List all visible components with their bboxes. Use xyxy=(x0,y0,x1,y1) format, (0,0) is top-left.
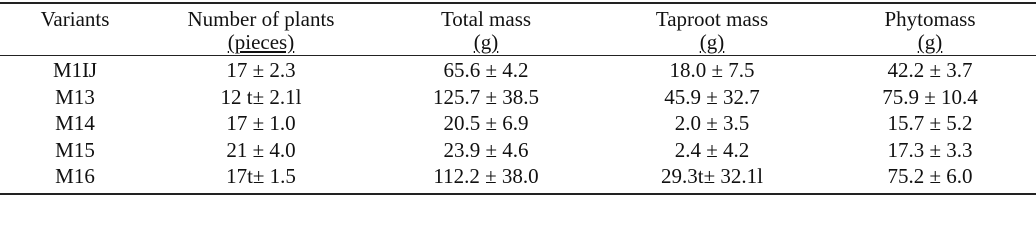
cell-phytomass: 75.2 ± 6.0 xyxy=(824,163,1036,194)
cell-total-mass: 23.9 ± 4.6 xyxy=(443,137,529,162)
cell-variant: M13 xyxy=(55,84,95,109)
cell-total-mass: 112.2 ± 38.0 xyxy=(372,163,600,194)
cell-taproot-mass: 29.3t± 32.1l xyxy=(600,163,824,194)
cell-number-of-plants: 17 ± 2.3 xyxy=(226,58,296,82)
cell-number-of-plants: 21 ± 4.0 xyxy=(226,137,296,162)
cell-variant: M16 xyxy=(0,163,150,194)
cell-variant: M14 xyxy=(55,111,95,135)
cell-total-mass: 65.6 ± 4.2 xyxy=(443,58,529,82)
cell-phytomass: 75.9 ± 10.4 xyxy=(882,84,978,109)
header-variants: Variants xyxy=(0,3,150,31)
cell-phytomass: 15.7 ± 5.2 xyxy=(887,111,973,135)
table-header xyxy=(0,3,1036,56)
plant-mass-table xyxy=(0,2,1036,195)
table-row xyxy=(0,84,1036,111)
header-number-of-plants: Number of plants xyxy=(150,3,372,31)
table-body xyxy=(0,56,1036,194)
table-row xyxy=(0,137,1036,164)
table-row xyxy=(0,163,1036,194)
cell-total-mass: 20.5 ± 6.9 xyxy=(443,111,529,135)
cell-number-of-plants: 12 t± 2.1l xyxy=(220,84,302,109)
header-units-row xyxy=(0,31,1036,56)
header-total-mass: Total mass xyxy=(372,3,600,31)
header-unit-phytomass: (g) xyxy=(824,31,1036,56)
header-row xyxy=(0,3,1036,31)
cell-taproot-mass: 18.0 ± 7.5 xyxy=(669,58,755,82)
cell-phytomass: 17.3 ± 3.3 xyxy=(887,137,973,162)
cell-variant: M15 xyxy=(55,137,95,162)
cell-phytomass: 42.2 ± 3.7 xyxy=(887,58,973,82)
cell-taproot-mass: 2.0 ± 3.5 xyxy=(674,111,750,135)
cell-number-of-plants: 17t± 1.5 xyxy=(150,163,372,194)
header-unit-pieces: (pieces) xyxy=(150,31,372,56)
header-phytomass: Phytomass xyxy=(824,3,1036,31)
cell-taproot-mass: 45.9 ± 32.7 xyxy=(664,84,760,109)
table-row xyxy=(0,56,1036,84)
header-unit-taproot-mass: (g) xyxy=(600,31,824,56)
cell-taproot-mass: 2.4 ± 4.2 xyxy=(674,137,750,162)
header-taproot-mass: Taproot mass xyxy=(600,3,824,31)
table-row xyxy=(0,110,1036,137)
cell-total-mass: 125.7 ± 38.5 xyxy=(432,84,540,109)
header-unit-total-mass: (g) xyxy=(372,31,600,56)
header-unit-variants xyxy=(0,31,150,56)
cell-number-of-plants: 17 ± 1.0 xyxy=(226,111,296,135)
cell-variant: M1Ĳ xyxy=(52,58,98,82)
